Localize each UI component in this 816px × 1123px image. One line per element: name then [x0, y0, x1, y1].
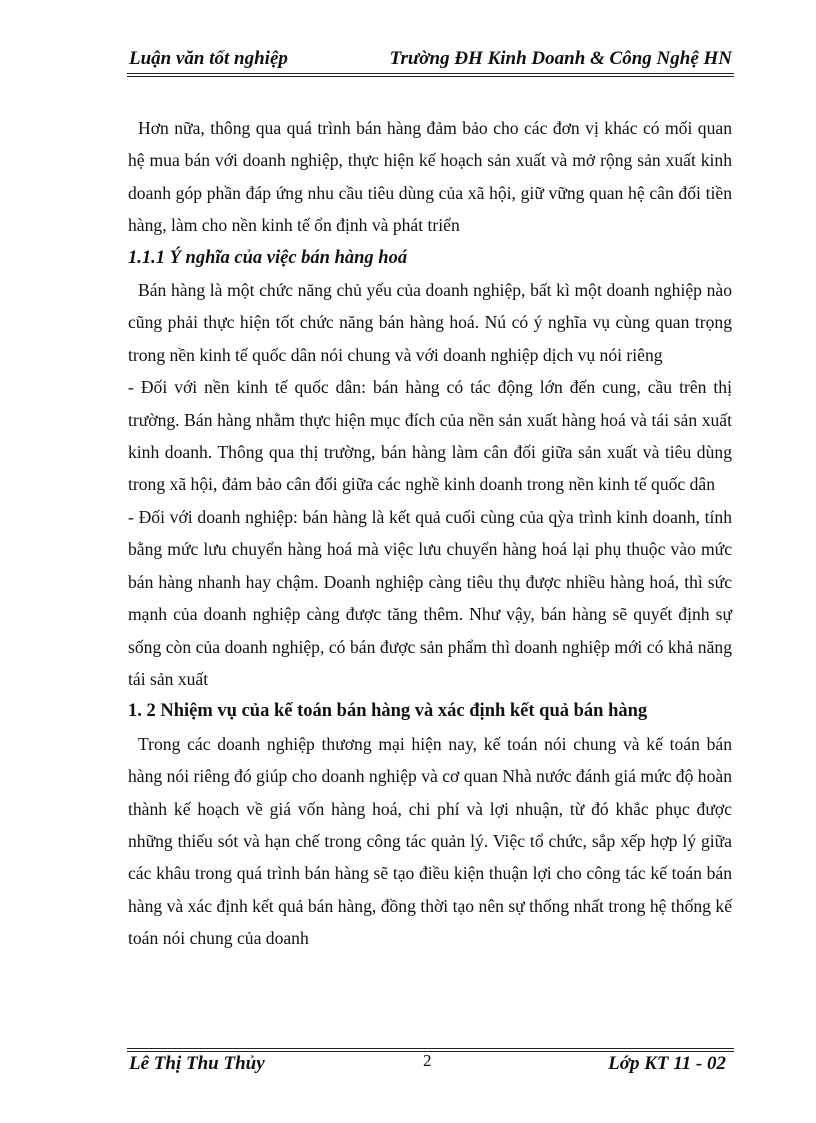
page-header: [127, 48, 734, 72]
footer-author: Lê Thị Thu Thủy: [129, 1053, 265, 1074]
paragraph-accounting-tasks: Trong các doanh nghiệp thương mại hiện nay, kế toán nói chung và kế toán bán hàng nói riêng đó giúp cho doanh nghiệp và cơ quan Nhà nước đánh giá mức độ hoàn thành kế hoạch về giá vốn hàng hoá, chi phí và lợi nhuận, từ đó khắc phục được những thiếu sót và hạn chế trong công tác quản lý. Việc tổ chức, sắp xếp hợp lý giữa các khâu trong quá trình bán hàng sẽ tạo điều kiện thuận lợi cho công tác kế toán bán hàng và xác định kết quả bán hàng, đồng thời tạo nên sự thống nhất trong hệ thống kế toán nói chung của doanh: [128, 733, 732, 949]
page-footer: [127, 1053, 734, 1077]
paragraph-sales-function: Bán hàng là một chức năng chủ yếu của doanh nghiệp, bất kì một doanh nghiệp nào cũng phải thực hiện tốt chức năng bán hàng hoá. Nú có ý nghĩa vụ cùng quan trọng trong nền kinh tế quốc dân nói chung và với doanh nghiệp dịch vụ nói riêng: [128, 280, 732, 365]
header-thesis-title: Luận văn tốt nghiệp: [129, 48, 288, 69]
document-body: [128, 112, 732, 955]
footer-class: Lớp KT 11 - 02: [608, 1053, 726, 1074]
section-heading-1-2: 1. 2 Nhiệm vụ của kế toán bán hàng và xác định kết quả bán hàng: [128, 701, 648, 722]
section-heading-1-1-1: 1.1.1 Ý nghĩa của việc bán hàng hoá: [128, 247, 408, 268]
page-number: 2: [423, 1051, 432, 1070]
paragraph-enterprise: - Đối với doanh nghiệp: bán hàng là kết quả cuối cùng của qỳa trình kinh doanh, tính bằng mức lưu chuyển hàng hoá mà việc lưu chuyển hàng hoá lại phụ thuộc vào mức bán hàng nhanh hay chậm. Doanh nghiệp càng tiêu thụ được nhiều hàng hoá, thì sức mạnh của doanh nghiệp càng được tăng thêm. Như vậy, bán hàng sẽ quyết định sự sống còn của doanh nghiệp, có bán được sản phẩm thì doanh nghiệp mới có khả năng tái sản xuất: [128, 506, 732, 689]
header-rule-bottom: [127, 76, 734, 77]
footer-rule-top: [127, 1048, 734, 1049]
header-rule-top: [127, 73, 734, 74]
paragraph-national-economy: - Đối với nền kinh tế quốc dân: bán hàng có tác động lớn đến cung, cầu trên thị trường. Bán hàng nhằm thực hiện mục đích của nền sản xuất hàng hoá và tái sản xuất kinh doanh. Thông qua thị trường, bán hàng làm cân đối giữa sản xuất và tiêu dùng trong xã hội, đảm bảo cân đối giữa các nghề kinh doanh trong nền kinh tế quốc dân: [128, 377, 732, 495]
header-university: Trường ĐH Kinh Doanh & Công Nghệ HN: [389, 48, 732, 69]
paragraph-intro: Hơn nữa, thông qua quá trình bán hàng đảm bảo cho các đơn vị khác có mối quan hệ mua bán với doanh nghiệp, thực hiện kế hoạch sản xuất và mở rộng sản xuất kinh doanh góp phần đáp ứng nhu cầu tiêu dùng của xã hội, giữ vững quan hệ cân đối tiền hàng, làm cho nền kinh tế ổn định và phát triển: [128, 118, 732, 236]
